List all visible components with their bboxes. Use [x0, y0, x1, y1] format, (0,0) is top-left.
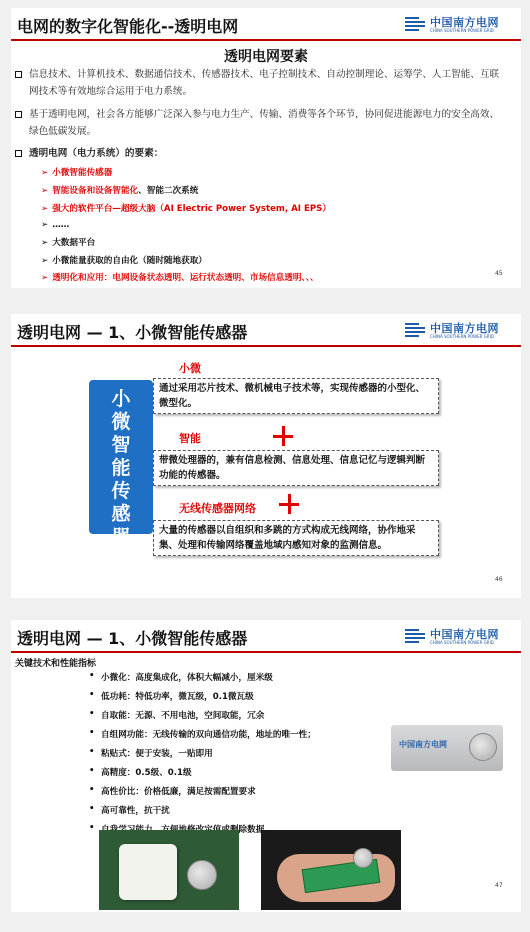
slide-title: 电网的数字化智能化--透明电网 [17, 17, 239, 36]
page-number: 47 [495, 882, 503, 889]
spec-text: 自组网功能：无线传输的双向通信功能，地址的唯一性； [101, 730, 316, 740]
csg-logo [405, 626, 517, 648]
logo-name-cn: 中国南方电网 [430, 16, 499, 29]
arrow-bullet-icon: ➢ [41, 168, 49, 178]
slide-45 [11, 8, 521, 288]
dot-bullet-icon: • [89, 804, 95, 814]
arrow-bullet-icon: ➢ [41, 186, 49, 196]
spec-item [89, 728, 316, 740]
csg-logo-mark-icon [405, 628, 427, 644]
bullet-item [41, 202, 331, 214]
plus-icon [279, 494, 299, 514]
vertical-char: 能 [111, 457, 131, 479]
arrow-bullet-icon: ➢ [41, 238, 49, 248]
bullet-item [41, 166, 112, 178]
arrow-bullet-icon: ➢ [41, 256, 49, 266]
logo-name-en: CHINA SOUTHERN POWER GRID [430, 28, 494, 33]
paragraph-text: 基于透明电网，社会各方能够广泛深入参与电力生产、传输、消费等各个环节，协同促进能源电力的安全高效、绿色低碳发展。 [29, 109, 500, 137]
logo-name-en: CHINA SOUTHERN POWER GRID [430, 334, 494, 339]
dot-bullet-icon: • [89, 823, 95, 833]
spec-text: 粘贴式：便于安装，一贴即用 [101, 749, 213, 759]
sensor-board-photo [261, 830, 401, 910]
page-number: 46 [495, 576, 503, 583]
spec-text: 低功耗：特低功率，微瓦级，0.1微瓦级 [101, 692, 254, 702]
box-smart-desc: 带微处理器的，兼有信息检测、信息处理、信息记忆与逻辑判断功能的传感器。 [153, 450, 439, 486]
csg-logo [405, 14, 517, 36]
csg-logo-mark-icon [405, 322, 427, 338]
bullet-text: 强大的软件平台—超级大脑（AI Electric Power System, AI EPS） [52, 204, 331, 214]
spec-text: 小微化：高度集成化，体积大幅减小，厘米级 [101, 673, 273, 683]
slide-title: 透明电网 — 1、小微智能传感器 [17, 629, 248, 648]
bullet-item [41, 254, 207, 266]
slide-subtitle: 透明电网要素 [224, 49, 308, 65]
bullet-text: 大数据平台 [52, 238, 96, 248]
key-tech-heading: 关键技术和性能指标 [15, 659, 97, 669]
square-bullet-icon [15, 150, 22, 157]
slide-title: 透明电网 — 1、小微智能传感器 [17, 323, 248, 342]
spec-item [89, 804, 170, 816]
bullet-text: 小微能量获取的自由化（随时随地获取） [52, 256, 207, 266]
section-heading-text: 透明电网（电力系统）的要素： [29, 148, 164, 159]
vertical-char: 智 [111, 434, 131, 456]
spec-item [89, 785, 256, 797]
square-bullet-icon [15, 71, 22, 78]
label-smart: 智能 [179, 432, 201, 445]
page-number: 45 [495, 270, 503, 277]
bullet-text: 小微智能传感器 [52, 168, 113, 178]
spec-text: 高精度：0.5级、0.1级 [101, 768, 192, 778]
dot-bullet-icon: • [89, 709, 95, 719]
dot-bullet-icon: • [89, 690, 95, 700]
dot-bullet-icon: • [89, 671, 95, 681]
vertical-char: 感 [111, 503, 131, 525]
bullet-text: 智能设备和设备智能化 [52, 186, 139, 196]
coin-icon [353, 848, 373, 868]
vertical-char: 小 [111, 388, 131, 410]
bullet-text: 透明化和应用：电网设备状态透明、运行状态透明、市场信息透明、、、 [52, 273, 319, 283]
box-wsn-desc: 大量的传感器以自组织和多跳的方式构成无线网络，协作地采集、处理和传输网络覆盖地域内感知对象的监测信息。 [153, 520, 439, 556]
spec-item [89, 747, 213, 759]
bullet-item [41, 236, 95, 248]
vertical-char: 微 [111, 411, 131, 433]
spec-item [89, 690, 254, 702]
logo-name-en: CHINA SOUTHERN POWER GRID [430, 640, 494, 645]
coin-icon [187, 860, 217, 890]
bullet-suffix: 、智能二次系统 [138, 186, 199, 196]
spec-item [89, 766, 192, 778]
sensor-tag-logo-text: 中国南方电网 [399, 740, 447, 749]
box-small-desc: 通过采用芯片技术、微机械电子技术等，实现传感器的小型化、微型化。 [153, 378, 439, 414]
spec-text: 高性价比：价格低廉，满足按需配置要求 [101, 787, 256, 797]
header-rule [11, 39, 521, 41]
vertical-title-box [89, 380, 153, 548]
vertical-char: 器 [111, 526, 131, 548]
spec-text: 自取能：无源、不用电池，空间取能，冗余 [101, 711, 265, 721]
sensor-tag-photo [391, 725, 503, 771]
paragraph-1 [29, 66, 505, 100]
spec-text: 高可靠性，抗干扰 [101, 806, 170, 816]
slide-header [11, 620, 521, 654]
white-sensor-box [119, 844, 177, 900]
paragraph-2 [29, 106, 505, 140]
logo-name-cn: 中国南方电网 [430, 322, 499, 335]
bullet-item [41, 220, 69, 230]
csg-logo [405, 320, 517, 342]
dot-bullet-icon: • [89, 785, 95, 795]
header-rule [11, 651, 521, 653]
vertical-char: 传 [111, 480, 131, 502]
paragraph-text: 信息技术、计算机技术、数据通信技术、传感器技术、电子控制技术、自动控制理论、运筹学、人工智能、互联网技术等有效地综合运用于电力系统。 [29, 69, 500, 97]
plus-icon [273, 426, 293, 446]
section-heading [29, 145, 505, 162]
sensor-box-photo [99, 830, 239, 910]
slide-47 [11, 620, 521, 912]
arrow-bullet-icon: ➢ [41, 220, 49, 230]
arrow-bullet-icon: ➢ [41, 204, 49, 214]
dot-bullet-icon: • [89, 728, 95, 738]
dot-bullet-icon: • [89, 747, 95, 757]
slide-header [11, 8, 521, 42]
label-small: 小微 [179, 362, 201, 375]
slide-46 [11, 314, 521, 598]
bullet-text: …… [52, 220, 70, 230]
csg-logo-mark-icon [405, 16, 427, 32]
bullet-item [41, 271, 319, 283]
label-wsn: 无线传感器网络 [179, 502, 256, 515]
bullet-item [41, 184, 198, 196]
arrow-bullet-icon: ➢ [41, 273, 49, 283]
square-bullet-icon [15, 111, 22, 118]
dot-bullet-icon: • [89, 766, 95, 776]
header-rule [11, 345, 521, 347]
slide-header [11, 314, 521, 348]
spec-item [89, 709, 265, 721]
coin-icon [469, 733, 497, 761]
spec-item [89, 671, 273, 683]
logo-name-cn: 中国南方电网 [430, 628, 499, 641]
